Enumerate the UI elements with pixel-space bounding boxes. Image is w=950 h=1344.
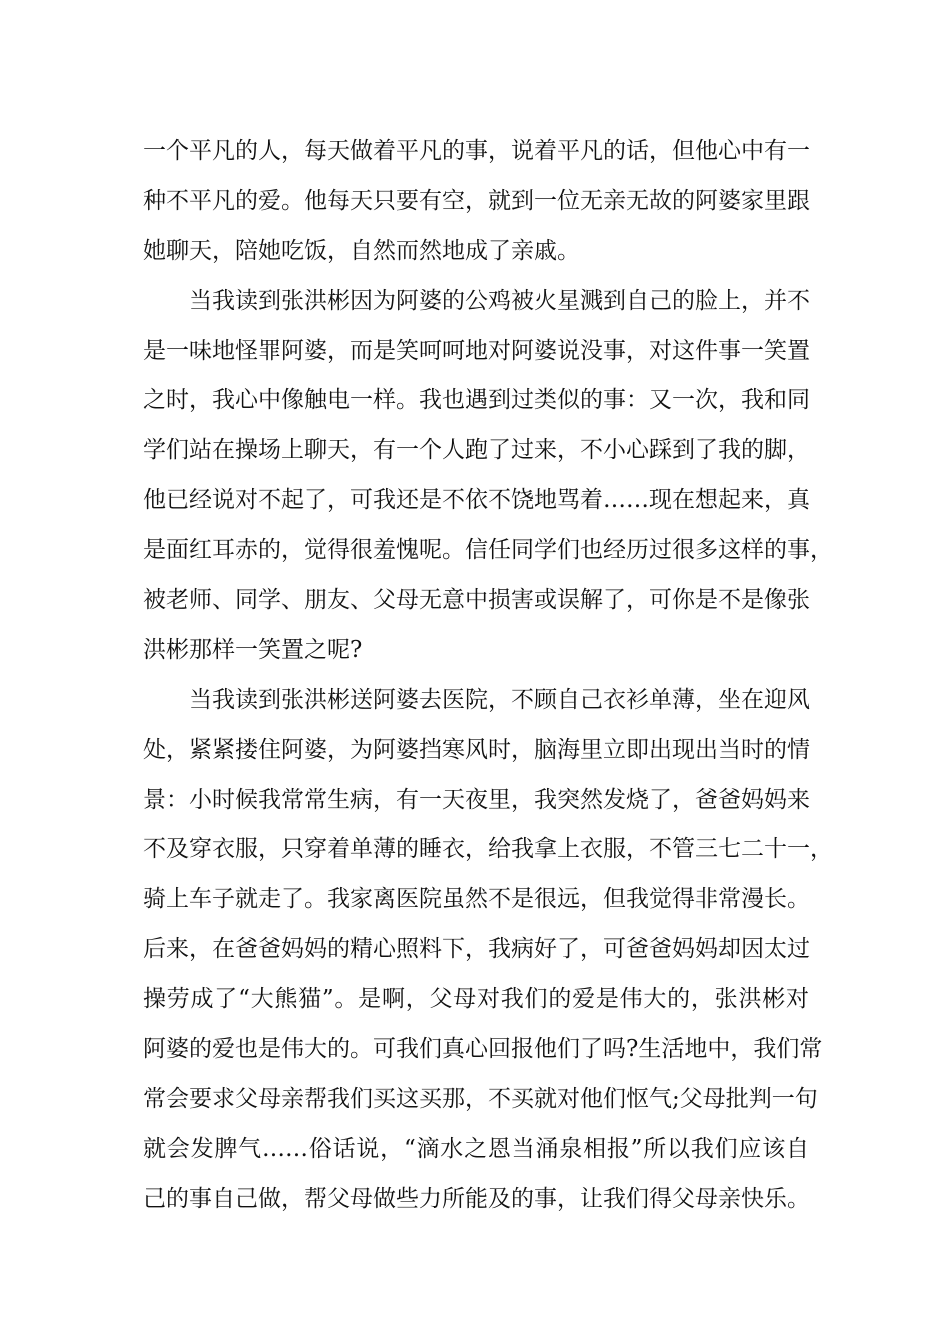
text-line: 洪彬那样一笑置之呢? (143, 636, 363, 663)
text-line: 一个平凡的人，每天做着平凡的事，说着平凡的话，但他心中有一 (143, 138, 810, 164)
text-line: 不及穿衣服，只穿着单薄的睡衣，给我拿上衣服，不管三七二十一， (143, 836, 833, 863)
text-line: 是面红耳赤的，觉得很羞愧呢。信任同学们也经历过很多这样的事， (143, 537, 833, 564)
text-line: 常会要求父母亲帮我们买这买那，不买就对他们怄气;父母批判一句 (143, 1085, 818, 1112)
text-line: 骑上车子就走了。我家离医院虽然不是很远，但我觉得非常漫长。 (143, 886, 810, 913)
text-line: 种不平凡的爱。他每天只要有空，就到一位无亲无故的阿婆家里跟 (143, 187, 810, 214)
text-line: 学们站在操场上聊天，有一个人跑了过来，不小心踩到了我的脚， (143, 437, 810, 464)
text-line: 阿婆的爱也是伟大的。可我们真心回报他们了吗?生活地中，我们常 (143, 1036, 823, 1063)
text-line: 是一味地怪罪阿婆，而是笑呵呵地对阿婆说没事，对这件事一笑置 (143, 337, 810, 364)
text-line: 她聊天，陪她吃饭，自然而然地成了亲戚。 (143, 237, 580, 264)
text-line: 己的事自己做，帮父母做些力所能及的事，让我们得父母亲快乐。 (143, 1185, 810, 1212)
text-line: 他已经说对不起了，可我还是不依不饶地骂着……现在想起来，真 (143, 487, 810, 514)
text-line: 就会发脾气……俗话说，“滴水之恩当涌泉相报”所以我们应该自 (143, 1135, 809, 1162)
text-line: 被老师、同学、朋友、父母无意中损害或误解了，可你是不是像张 (143, 587, 810, 614)
body-text (143, 127, 833, 1225)
text-line: 当我读到张洪彬送阿婆去医院，不顾自己衣衫单薄，坐在迎风 (189, 686, 810, 713)
text-line: 当我读到张洪彬因为阿婆的公鸡被火星溅到自己的脸上，并不 (189, 287, 810, 314)
text-line: 处，紧紧搂住阿婆，为阿婆挡寒风时，脑海里立即出现出当时的情 (143, 736, 810, 763)
text-line: 操劳成了“大熊猫”。是啊，父母对我们的爱是伟大的，张洪彬对 (143, 986, 809, 1013)
text-line: 景：小时候我常常生病，有一天夜里，我突然发烧了，爸爸妈妈来 (143, 786, 810, 813)
text-line: 之时，我心中像触电一样。我也遇到过类似的事：又一次，我和同 (143, 387, 810, 414)
text-line: 后来，在爸爸妈妈的精心照料下，我病好了，可爸爸妈妈却因太过 (143, 936, 810, 963)
